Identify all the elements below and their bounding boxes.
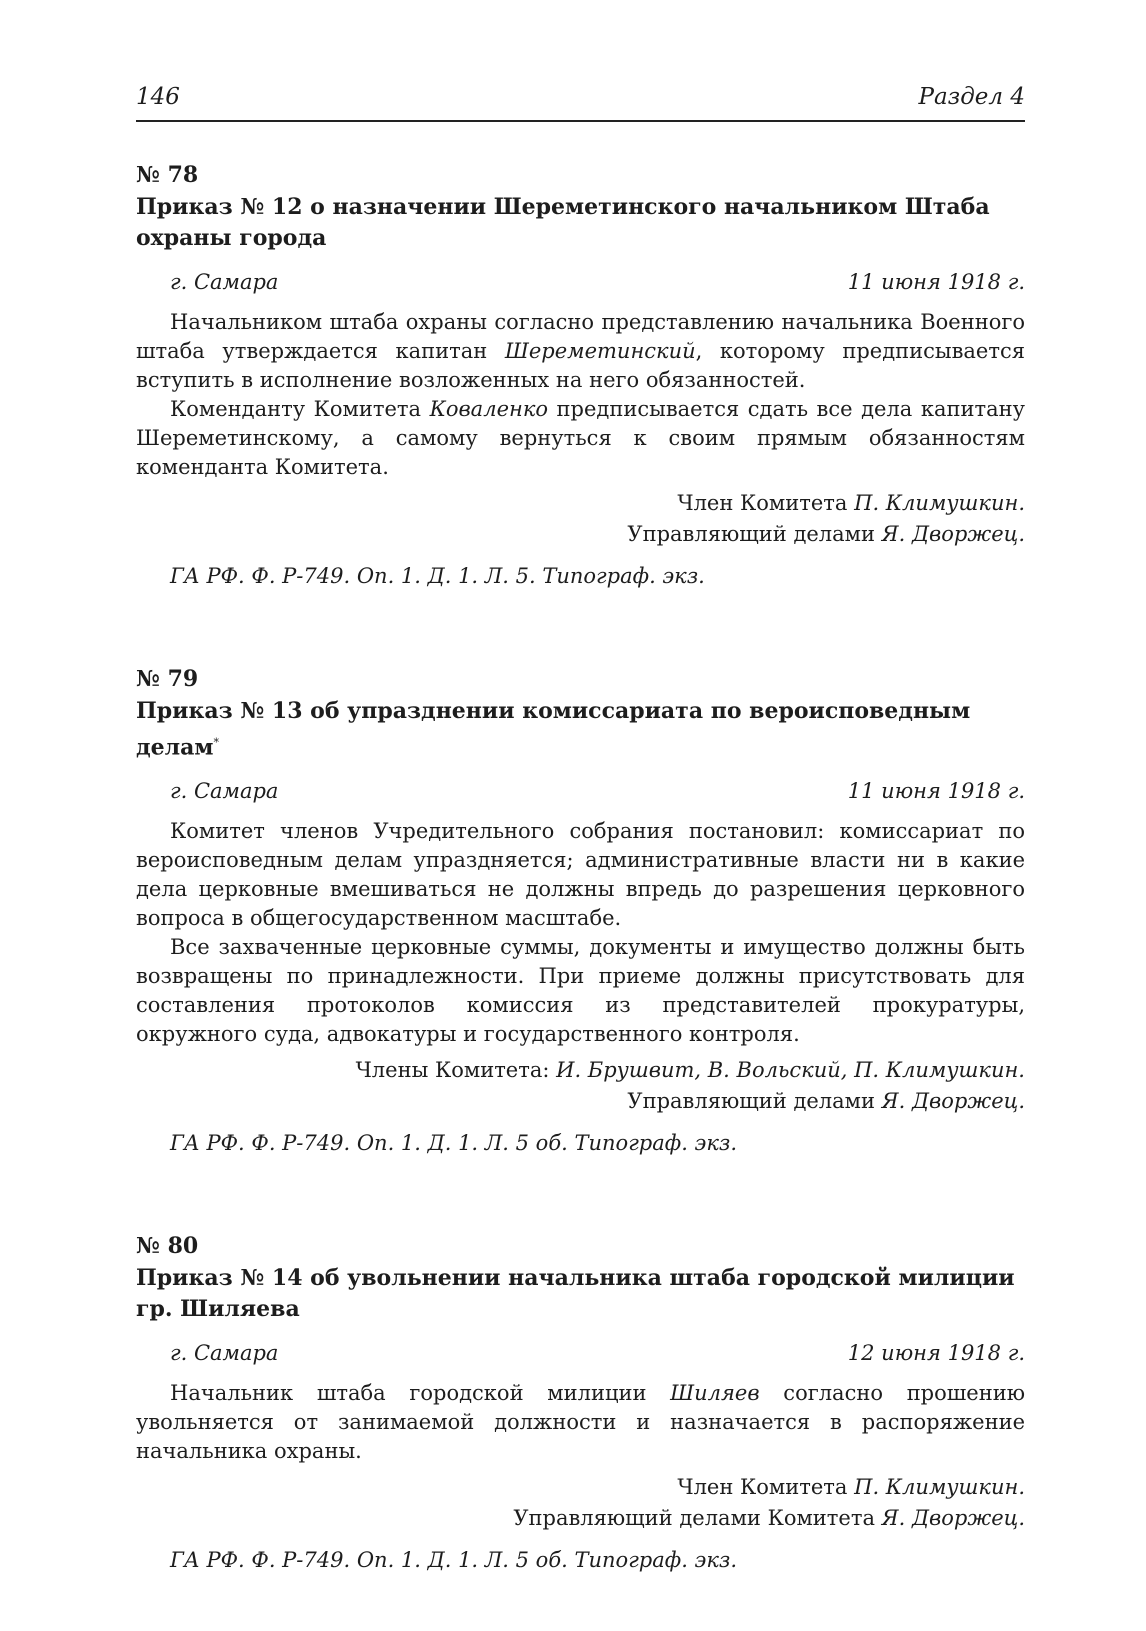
- doc-paragraph: Все захваченные церковные суммы, документы и имущество должны быть возвращены по принадлежности. При приеме должны присутствовать для составления протоколов комиссия из представителей прокуратуры, окружного суда, адвокатуры и государственного контроля.: [136, 935, 1025, 1047]
- archive-reference: ГА РФ. Ф. Р-749. Оп. 1. Д. 1. Л. 5. Типограф. экз.: [170, 564, 705, 588]
- doc-date: 11 июня 1918 г.: [847, 270, 1025, 294]
- document-79: [136, 664, 1025, 1155]
- running-head: [136, 84, 1025, 122]
- person-name: Коваленко: [429, 397, 549, 421]
- page-number: 146: [136, 84, 180, 110]
- signature-line: Член Комитета П. Климушкин.: [677, 1475, 1025, 1500]
- doc-date: 12 июня 1918 г.: [847, 1341, 1025, 1366]
- person-name: Шиляев: [670, 1381, 760, 1406]
- place-date: [136, 1341, 1025, 1365]
- doc-title: Приказ № 13 об упразднении комиссариата по вероисповедным делам*: [136, 698, 971, 761]
- doc-paragraph: Начальник штаба городской милиции Шиляев согласно прошению увольняется от занимаемой должности и назначается в распоряжение начальника охраны.: [136, 1381, 1025, 1464]
- signature-line: Управляющий делами Я. Дворжец.: [627, 1089, 1025, 1114]
- doc-place: г. Самара: [170, 270, 279, 294]
- doc-title: Приказ № 14 об увольнении начальника штаба городской милиции гр. Шиляева: [136, 1265, 1015, 1323]
- footnote-mark: *: [213, 736, 220, 749]
- document-80: [136, 1231, 1025, 1572]
- doc-paragraph: Начальником штаба охраны согласно представлению начальника Военного штаба утверждается капитан Шереметинский, которому предписывается вступить в исполнение возложенных на него обязанностей.: [136, 310, 1025, 392]
- doc-place: г. Самара: [170, 779, 279, 804]
- doc-number: № 78: [136, 162, 199, 188]
- section-label: Раздел 4: [918, 84, 1025, 110]
- doc-paragraph: Коменданту Комитета Коваленко предписывается сдать все дела капитану Шереметинскому, а самому вернуться к своим прямым обязанностям коменданта Комитета.: [136, 397, 1025, 479]
- place-date: [136, 779, 1025, 803]
- doc-date: 11 июня 1918 г.: [847, 779, 1025, 804]
- archive-reference: ГА РФ. Ф. Р-749. Оп. 1. Д. 1. Л. 5 об. Типограф. экз.: [170, 1131, 737, 1156]
- doc-title: Приказ № 12 о назначении Шереметинского начальником Штаба охраны города: [136, 194, 990, 251]
- person-name: Шереметинский: [504, 339, 696, 363]
- doc-number: № 80: [136, 1233, 199, 1260]
- document-78: [136, 160, 1025, 588]
- doc-paragraph: Комитет членов Учредительного собрания постановил: комиссариат по вероисповедным делам упраздняется; административные власти ни в какие дела церковные вмешиваться не должны впредь до разрешения церковного вопроса в общегосударственном масштабе.: [136, 819, 1025, 931]
- signature-line: Управляющий делами Комитета Я. Дворжец.: [513, 1506, 1025, 1531]
- signature-line: Член Комитета П. Климушкин.: [677, 491, 1025, 515]
- place-date: [136, 270, 1025, 294]
- signature-line: Члены Комитета: И. Брушвит, В. Вольский, П. Климушкин.: [355, 1058, 1025, 1083]
- doc-number: № 79: [136, 666, 199, 692]
- doc-place: г. Самара: [170, 1341, 279, 1366]
- signature-line: Управляющий делами Я. Дворжец.: [627, 522, 1025, 546]
- archive-reference: ГА РФ. Ф. Р-749. Оп. 1. Д. 1. Л. 5 об. Типограф. экз.: [170, 1548, 737, 1573]
